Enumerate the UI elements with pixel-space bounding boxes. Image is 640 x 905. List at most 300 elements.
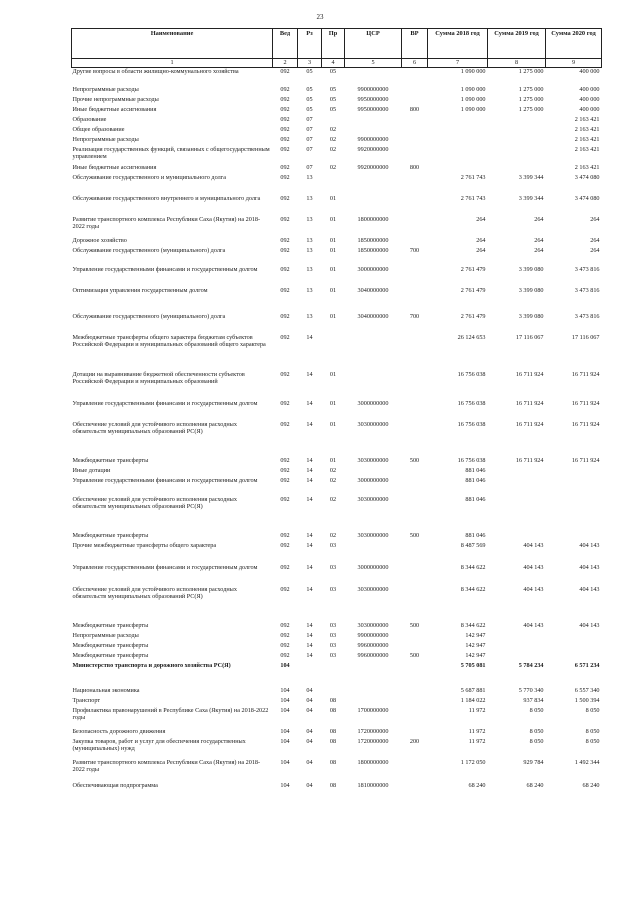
column-number: 3 xyxy=(298,59,322,68)
cell-name: Иные бюджетные ассигнования xyxy=(72,105,157,113)
table-row xyxy=(72,467,602,477)
cell-name: Национальная экономика xyxy=(72,686,140,694)
cell-sum-2019 xyxy=(488,496,546,532)
cell-ved: 104 xyxy=(280,727,290,735)
cell-ved: 104 xyxy=(280,781,290,789)
cell-pr: 01 xyxy=(329,215,337,223)
cell-pr: 01 xyxy=(329,399,337,407)
cell-csr xyxy=(345,697,402,707)
table-row xyxy=(72,266,602,287)
cell-ved: 092 xyxy=(280,563,290,571)
cell-rz: 14 xyxy=(306,585,313,593)
column-number: 7 xyxy=(428,59,488,68)
cell-ved: 092 xyxy=(280,312,290,320)
cell-rz: 05 xyxy=(306,105,313,113)
table-row xyxy=(72,174,602,195)
table-row xyxy=(72,146,602,164)
cell-name: Другие вопросы в области жилищно-коммунального хозяйства xyxy=(72,68,239,75)
table-row xyxy=(72,759,602,782)
cell-ved: 092 xyxy=(280,145,290,153)
cell-csr: 1810000000 xyxy=(357,781,389,789)
cell-ved: 092 xyxy=(280,265,290,273)
cell-name: Прочие межбюджетные трансферты общего характера xyxy=(72,541,217,549)
cell-sum-2018: 1 090 000 xyxy=(460,95,486,103)
cell-sum-2019: 404 143 xyxy=(523,585,544,593)
cell-pr: 01 xyxy=(329,194,337,202)
cell-rz: 14 xyxy=(306,641,313,649)
cell-sum-2018: 881 046 xyxy=(465,531,486,539)
cell-sum-2019: 8 050 xyxy=(529,737,544,745)
cell-sum-2020 xyxy=(546,642,602,652)
cell-name: Межбюджетные трансферты xyxy=(72,456,149,464)
cell-sum-2018: 16 756 038 xyxy=(457,456,486,464)
cell-sum-2020: 404 143 xyxy=(579,563,600,571)
cell-name: Межбюджетные трансферты xyxy=(72,531,149,539)
cell-sum-2019: 16 711 924 xyxy=(515,370,544,378)
header-vr: ВР xyxy=(402,29,428,59)
cell-sum-2019: 17 116 067 xyxy=(515,333,544,341)
cell-vr xyxy=(402,86,428,96)
cell-rz: 13 xyxy=(306,265,313,273)
cell-sum-2019: 937 834 xyxy=(523,696,544,704)
cell-pr: 08 xyxy=(329,696,337,704)
table-row xyxy=(72,457,602,467)
cell-rz: 04 xyxy=(306,737,313,745)
cell-vr xyxy=(402,237,428,247)
cell-vr xyxy=(402,728,428,738)
cell-rz: 14 xyxy=(306,531,313,539)
cell-sum-2020: 400 000 xyxy=(579,95,600,103)
table-row xyxy=(72,400,602,421)
cell-sum-2018: 264 xyxy=(476,236,486,244)
table-row xyxy=(72,313,602,334)
cell-ved: 092 xyxy=(280,135,290,143)
cell-vr xyxy=(402,126,428,136)
cell-vr xyxy=(402,782,428,792)
column-number: 9 xyxy=(546,59,602,68)
table-row xyxy=(72,652,602,662)
cell-csr: 9900000000 xyxy=(357,631,389,639)
cell-sum-2018: 11 972 xyxy=(468,737,486,745)
cell-sum-2018: 11 972 xyxy=(468,706,486,714)
cell-vr xyxy=(402,287,428,313)
cell-name: Транспорт xyxy=(72,696,101,704)
table-row xyxy=(72,642,602,652)
cell-sum-2018: 881 046 xyxy=(465,476,486,484)
cell-pr: 05 xyxy=(329,105,337,113)
cell-vr: 700 xyxy=(409,312,420,320)
cell-ved: 092 xyxy=(280,246,290,254)
cell-sum-2020 xyxy=(546,467,602,477)
cell-sum-2019: 1 275 000 xyxy=(518,95,544,103)
cell-name: Непрограммные расходы xyxy=(72,135,139,143)
cell-vr xyxy=(402,116,428,126)
cell-csr: 3030000000 xyxy=(357,585,389,593)
header-ved: Вед xyxy=(273,29,298,59)
cell-csr: 9950000000 xyxy=(357,95,389,103)
table-row xyxy=(72,195,602,216)
column-number: 5 xyxy=(345,59,402,68)
cell-sum-2018: 5 687 881 xyxy=(460,686,486,694)
cell-csr: 1720000000 xyxy=(357,737,389,745)
cell-sum-2018 xyxy=(428,116,488,126)
cell-sum-2020: 2 163 421 xyxy=(574,125,600,133)
cell-vr xyxy=(402,662,428,687)
cell-sum-2020: 400 000 xyxy=(579,68,600,75)
table-row xyxy=(72,687,602,697)
cell-vr xyxy=(402,697,428,707)
cell-vr xyxy=(402,707,428,728)
cell-name: Профилактика правонарушений в Республике Саха (Якутия) на 2018-2022 годы xyxy=(72,706,269,721)
cell-sum-2020: 3 474 080 xyxy=(574,194,600,202)
table-row xyxy=(72,116,602,126)
cell-rz: 14 xyxy=(306,399,313,407)
cell-name: Межбюджетные трансферты общего характера бюджетам субъектов Российской Федерации и муниципальных образований общего характера xyxy=(72,333,266,348)
cell-sum-2018: 68 240 xyxy=(468,781,486,789)
cell-rz: 05 xyxy=(306,85,313,93)
cell-name: Прочие непрограммные расходы xyxy=(72,95,159,103)
cell-csr: 1800000000 xyxy=(357,215,389,223)
cell-sum-2018: 11 972 xyxy=(468,727,486,735)
cell-sum-2019: 8 050 xyxy=(529,727,544,735)
cell-csr: 9900000000 xyxy=(357,135,389,143)
cell-name: Реализация государственных функций, связанных с общегосударственным управлением xyxy=(72,145,270,160)
cell-sum-2019 xyxy=(488,467,546,477)
cell-rz: 07 xyxy=(306,135,313,143)
cell-ved: 092 xyxy=(280,585,290,593)
cell-name: Обслуживание государственного внутреннего и муниципального долга xyxy=(72,194,261,202)
cell-pr: 02 xyxy=(329,531,337,539)
cell-sum-2020: 3 474 080 xyxy=(574,173,600,181)
cell-rz: 14 xyxy=(306,563,313,571)
cell-name: Управление государственными финансами и государственным долгом xyxy=(72,476,258,484)
cell-ved: 092 xyxy=(280,105,290,113)
cell-ved: 092 xyxy=(280,641,290,649)
table-body xyxy=(72,68,602,792)
cell-csr: 9950000000 xyxy=(357,105,389,113)
cell-sum-2018: 1 090 000 xyxy=(460,68,486,75)
cell-name: Обеспечение условий для устойчивого исполнения расходных обязательств муниципальных образований РС(Я) xyxy=(72,420,237,435)
cell-sum-2020: 8 050 xyxy=(585,727,600,735)
cell-vr xyxy=(402,334,428,371)
cell-name: Обеспечение условий для устойчивого исполнения расходных обязательств муниципальных образований РС(Я) xyxy=(72,495,237,510)
table-row xyxy=(72,371,602,400)
table-row xyxy=(72,106,602,116)
cell-sum-2019: 3 399 080 xyxy=(518,265,544,273)
table-row xyxy=(72,477,602,496)
cell-pr: 02 xyxy=(329,135,337,143)
cell-vr: 800 xyxy=(409,163,420,171)
cell-vr xyxy=(402,642,428,652)
page-number: 23 xyxy=(316,13,324,21)
table-row xyxy=(72,247,602,266)
cell-sum-2018: 16 756 038 xyxy=(457,370,486,378)
cell-sum-2020: 16 711 924 xyxy=(571,456,600,464)
cell-ved: 092 xyxy=(280,531,290,539)
table-row xyxy=(72,542,602,564)
cell-pr: 02 xyxy=(329,163,337,171)
column-number: 8 xyxy=(488,59,546,68)
cell-name: Оптимизация управления государственным долгом xyxy=(72,286,208,294)
cell-sum-2019 xyxy=(488,146,546,164)
cell-csr xyxy=(345,662,402,687)
cell-csr xyxy=(345,467,402,477)
cell-vr xyxy=(402,136,428,146)
cell-name: Управление государственными финансами и государственным долгом xyxy=(72,563,258,571)
cell-name: Межбюджетные трансферты xyxy=(72,641,149,649)
cell-csr xyxy=(345,126,402,136)
table-row xyxy=(72,782,602,792)
cell-rz: 07 xyxy=(306,125,313,133)
cell-pr: 02 xyxy=(329,495,337,503)
cell-ved: 104 xyxy=(280,696,290,704)
cell-csr: 3040000000 xyxy=(357,286,389,294)
cell-name: Развитие транспортного комплекса Республики Саха (Якутия) на 2018-2022 годы xyxy=(72,215,261,230)
cell-sum-2018: 1 184 022 xyxy=(460,696,486,704)
cell-rz xyxy=(298,662,322,687)
table-row xyxy=(72,334,602,371)
cell-sum-2020 xyxy=(546,632,602,642)
cell-csr: 3000000000 xyxy=(357,399,389,407)
cell-sum-2020: 3 473 816 xyxy=(574,265,600,273)
cell-sum-2018: 264 xyxy=(476,215,486,223)
cell-name: Иные дотации xyxy=(72,466,111,474)
cell-csr xyxy=(345,174,402,195)
cell-ved: 092 xyxy=(280,651,290,659)
cell-csr: 3040000000 xyxy=(357,312,389,320)
table-row xyxy=(72,738,602,759)
cell-ved: 104 xyxy=(280,706,290,714)
cell-ved: 092 xyxy=(280,466,290,474)
cell-sum-2019 xyxy=(488,632,546,642)
cell-pr: 03 xyxy=(329,563,337,571)
cell-csr: 1720000000 xyxy=(357,727,389,735)
cell-pr: 05 xyxy=(329,68,337,75)
cell-sum-2020: 3 473 816 xyxy=(574,286,600,294)
cell-sum-2019: 404 143 xyxy=(523,621,544,629)
cell-ved: 104 xyxy=(280,661,290,669)
cell-rz: 14 xyxy=(306,466,313,474)
cell-name: Общее образование xyxy=(72,125,125,133)
table-row xyxy=(72,126,602,136)
cell-csr: 3000000000 xyxy=(357,563,389,571)
cell-pr xyxy=(322,174,345,195)
cell-sum-2020: 3 473 816 xyxy=(574,312,600,320)
cell-sum-2018: 142 947 xyxy=(465,651,486,659)
cell-sum-2018: 1 172 050 xyxy=(460,758,486,766)
cell-sum-2019: 929 784 xyxy=(523,758,544,766)
cell-sum-2019: 5 770 340 xyxy=(518,686,544,694)
cell-sum-2019: 68 240 xyxy=(526,781,544,789)
cell-vr xyxy=(402,687,428,697)
cell-sum-2018: 881 046 xyxy=(465,495,486,503)
cell-sum-2020: 6 557 340 xyxy=(574,686,600,694)
cell-vr xyxy=(402,195,428,216)
table-row xyxy=(72,532,602,542)
table-row xyxy=(72,632,602,642)
cell-pr xyxy=(322,662,345,687)
cell-sum-2019: 3 399 344 xyxy=(518,194,544,202)
cell-sum-2020: 404 143 xyxy=(579,585,600,593)
cell-pr: 03 xyxy=(329,585,337,593)
cell-name: Непрограммные расходы xyxy=(72,631,139,639)
cell-sum-2019 xyxy=(488,652,546,662)
cell-rz: 14 xyxy=(306,456,313,464)
cell-sum-2020: 2 163 421 xyxy=(574,145,600,153)
header-sum-2018: Сумма 2018 год xyxy=(428,29,488,59)
table-row xyxy=(72,662,602,687)
cell-pr: 08 xyxy=(329,781,337,789)
cell-sum-2019: 16 711 924 xyxy=(515,456,544,464)
cell-sum-2020: 264 xyxy=(590,215,600,223)
cell-name: Дотации на выравнивание бюджетной обеспеченности субъектов Российской Федерации и муниципальных образований xyxy=(72,370,245,385)
cell-pr: 01 xyxy=(329,456,337,464)
cell-sum-2018: 881 046 xyxy=(465,466,486,474)
cell-vr xyxy=(402,421,428,457)
cell-sum-2018: 26 124 653 xyxy=(457,333,486,341)
cell-pr: 08 xyxy=(329,706,337,714)
cell-sum-2019: 264 xyxy=(534,246,544,254)
cell-ved: 092 xyxy=(280,541,290,549)
cell-rz: 07 xyxy=(306,115,313,123)
cell-vr xyxy=(402,586,428,622)
column-number: 6 xyxy=(402,59,428,68)
table-row xyxy=(72,237,602,247)
cell-sum-2019 xyxy=(488,136,546,146)
cell-pr: 01 xyxy=(329,265,337,273)
cell-ved: 092 xyxy=(280,68,290,75)
cell-vr: 500 xyxy=(409,621,420,629)
cell-ved: 104 xyxy=(280,758,290,766)
cell-vr xyxy=(402,467,428,477)
cell-csr: 9920000000 xyxy=(357,163,389,171)
cell-rz: 13 xyxy=(306,236,313,244)
cell-ved: 092 xyxy=(280,115,290,123)
cell-rz: 05 xyxy=(306,68,313,75)
cell-name: Обеспечение условий для устойчивого исполнения расходных обязательств муниципальных образований РС(Я) xyxy=(72,585,237,600)
cell-vr xyxy=(402,632,428,642)
cell-sum-2020: 8 050 xyxy=(585,706,600,714)
cell-sum-2019: 3 399 080 xyxy=(518,312,544,320)
cell-sum-2019 xyxy=(488,477,546,496)
cell-sum-2018: 8 487 569 xyxy=(460,541,486,549)
cell-vr xyxy=(402,174,428,195)
table-row xyxy=(72,586,602,622)
cell-name: Дорожное хозяйство xyxy=(72,236,127,244)
cell-vr xyxy=(402,266,428,287)
cell-sum-2020: 264 xyxy=(590,236,600,244)
cell-rz: 13 xyxy=(306,286,313,294)
cell-vr xyxy=(402,542,428,564)
table-header xyxy=(72,29,602,68)
cell-sum-2018: 2 761 479 xyxy=(460,286,486,294)
cell-sum-2019: 16 711 924 xyxy=(515,399,544,407)
cell-sum-2018: 5 705 081 xyxy=(460,661,486,669)
cell-csr xyxy=(345,334,402,371)
cell-vr xyxy=(402,400,428,421)
cell-name: Управление государственными финансами и государственным долгом xyxy=(72,265,258,273)
cell-csr: 1800000000 xyxy=(357,758,389,766)
header-name: Наименование xyxy=(72,29,273,59)
cell-csr: 3030000000 xyxy=(357,420,389,428)
cell-pr: 01 xyxy=(329,286,337,294)
header-sum-2019: Сумма 2019 год xyxy=(488,29,546,59)
cell-pr: 03 xyxy=(329,541,337,549)
cell-sum-2020: 16 711 924 xyxy=(571,399,600,407)
cell-sum-2018 xyxy=(428,164,488,174)
table-row xyxy=(72,136,602,146)
cell-name: Безопасность дорожного движения xyxy=(72,727,166,735)
cell-sum-2018 xyxy=(428,136,488,146)
cell-sum-2019: 16 711 924 xyxy=(515,420,544,428)
cell-name: Иные бюджетные ассигнования xyxy=(72,163,157,171)
cell-sum-2020: 264 xyxy=(590,246,600,254)
cell-sum-2020: 6 571 234 xyxy=(574,661,600,669)
cell-name: Межбюджетные трансферты xyxy=(72,621,149,629)
table-row xyxy=(72,86,602,96)
cell-pr: 02 xyxy=(329,476,337,484)
cell-csr: 3030000000 xyxy=(357,621,389,629)
cell-ved: 092 xyxy=(280,370,290,378)
cell-sum-2018 xyxy=(428,146,488,164)
cell-sum-2018: 2 761 743 xyxy=(460,173,486,181)
cell-rz: 13 xyxy=(306,194,313,202)
cell-pr xyxy=(322,687,345,697)
cell-sum-2020 xyxy=(546,532,602,542)
cell-vr: 200 xyxy=(409,737,420,745)
cell-ved: 104 xyxy=(280,686,290,694)
cell-csr: 9920000000 xyxy=(357,145,389,153)
cell-rz: 14 xyxy=(306,370,313,378)
cell-sum-2019: 404 143 xyxy=(523,541,544,549)
cell-vr xyxy=(402,96,428,106)
cell-sum-2019 xyxy=(488,532,546,542)
cell-sum-2019: 5 784 234 xyxy=(518,661,544,669)
cell-rz: 13 xyxy=(306,312,313,320)
table-row xyxy=(72,68,602,86)
cell-sum-2019: 1 275 000 xyxy=(518,105,544,113)
cell-sum-2018: 2 761 743 xyxy=(460,194,486,202)
cell-sum-2018: 1 090 000 xyxy=(460,85,486,93)
cell-sum-2018: 264 xyxy=(476,246,486,254)
table-row xyxy=(72,496,602,532)
cell-sum-2020: 404 143 xyxy=(579,541,600,549)
cell-sum-2018 xyxy=(428,126,488,136)
cell-rz: 05 xyxy=(306,95,313,103)
cell-pr: 03 xyxy=(329,621,337,629)
cell-pr: 03 xyxy=(329,631,337,639)
cell-name: Непрограммные расходы xyxy=(72,85,139,93)
cell-sum-2018: 16 756 038 xyxy=(457,420,486,428)
cell-vr xyxy=(402,146,428,164)
cell-csr: 9960000000 xyxy=(357,651,389,659)
cell-sum-2020 xyxy=(546,477,602,496)
cell-pr: 08 xyxy=(329,758,337,766)
cell-ved: 092 xyxy=(280,125,290,133)
cell-rz: 04 xyxy=(306,706,313,714)
header-rz: Рз xyxy=(298,29,322,59)
cell-rz: 14 xyxy=(306,541,313,549)
cell-ved: 092 xyxy=(280,476,290,484)
table-row xyxy=(72,164,602,174)
cell-sum-2020: 400 000 xyxy=(579,85,600,93)
column-number: 4 xyxy=(322,59,345,68)
cell-name: Обеспечивающая подпрограмма xyxy=(72,781,158,789)
cell-sum-2019: 3 399 344 xyxy=(518,173,544,181)
cell-sum-2018: 8 344 622 xyxy=(460,621,486,629)
cell-sum-2018: 142 947 xyxy=(465,631,486,639)
cell-csr xyxy=(345,68,402,86)
